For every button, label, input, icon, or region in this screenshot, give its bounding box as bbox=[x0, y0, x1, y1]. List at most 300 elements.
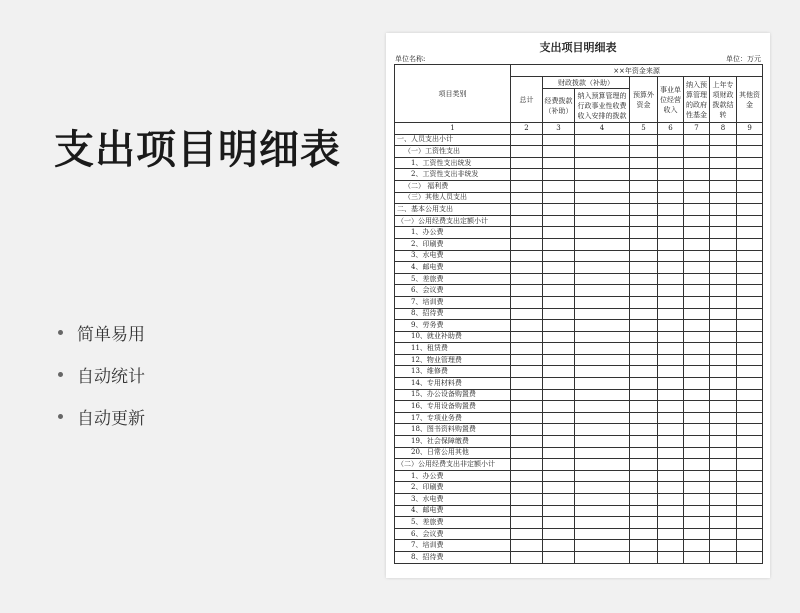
table-row bbox=[395, 262, 763, 274]
unit-name-label: 单位名称: bbox=[395, 55, 426, 63]
table-cell bbox=[630, 412, 658, 424]
header-fiscal-allocation: 财政拨款（补助） bbox=[543, 77, 630, 89]
table-cell bbox=[575, 157, 630, 169]
table-row bbox=[395, 528, 763, 540]
header-category: 项目类别 bbox=[395, 65, 511, 123]
table-cell bbox=[575, 250, 630, 262]
table-cell bbox=[684, 459, 710, 471]
table-cell bbox=[630, 331, 658, 343]
table-cell bbox=[684, 157, 710, 169]
table-cell bbox=[630, 215, 658, 227]
table-cell bbox=[684, 238, 710, 250]
table-cell bbox=[710, 238, 737, 250]
table-cell bbox=[658, 354, 684, 366]
table-cell bbox=[684, 540, 710, 552]
table-cell bbox=[575, 296, 630, 308]
table-row bbox=[395, 204, 763, 216]
table-cell bbox=[737, 320, 763, 332]
row-label: 4、邮电费 bbox=[395, 505, 511, 517]
table-cell bbox=[630, 146, 658, 158]
row-label: 11、租赁费 bbox=[395, 343, 511, 355]
column-number: 3 bbox=[543, 123, 575, 135]
table-cell bbox=[710, 470, 737, 482]
table-cell bbox=[684, 447, 710, 459]
table-cell bbox=[630, 169, 658, 181]
table-cell bbox=[658, 401, 684, 413]
table-cell bbox=[575, 320, 630, 332]
table-cell bbox=[575, 482, 630, 494]
table-cell bbox=[543, 389, 575, 401]
table-cell bbox=[543, 320, 575, 332]
table-cell bbox=[543, 331, 575, 343]
table-cell bbox=[543, 343, 575, 355]
document-title: 支出项目明细表 bbox=[539, 41, 617, 54]
table-cell bbox=[737, 157, 763, 169]
table-cell bbox=[658, 227, 684, 239]
table-cell bbox=[575, 331, 630, 343]
table-cell bbox=[737, 262, 763, 274]
table-cell bbox=[543, 424, 575, 436]
table-cell bbox=[737, 389, 763, 401]
column-number: 9 bbox=[737, 123, 763, 135]
table-cell bbox=[543, 401, 575, 413]
table-row bbox=[395, 296, 763, 308]
feature-item bbox=[58, 353, 145, 395]
table-cell bbox=[658, 331, 684, 343]
table-cell bbox=[630, 250, 658, 262]
table-cell bbox=[630, 436, 658, 448]
table-row bbox=[395, 238, 763, 250]
table-cell bbox=[737, 412, 763, 424]
table-cell bbox=[658, 494, 684, 506]
table-cell bbox=[543, 192, 575, 204]
table-cell bbox=[658, 447, 684, 459]
row-label: 7、培训费 bbox=[395, 540, 511, 552]
table-cell bbox=[511, 551, 543, 563]
table-cell bbox=[575, 204, 630, 216]
table-cell bbox=[575, 343, 630, 355]
table-cell bbox=[575, 192, 630, 204]
table-cell bbox=[658, 250, 684, 262]
table-cell bbox=[658, 528, 684, 540]
table-cell bbox=[658, 320, 684, 332]
table-cell bbox=[511, 157, 543, 169]
spreadsheet-preview bbox=[386, 33, 770, 578]
table-cell bbox=[543, 146, 575, 158]
table-cell bbox=[575, 424, 630, 436]
header-fiscal-funding: 经费拨款（补助） bbox=[543, 89, 575, 123]
table-cell bbox=[511, 401, 543, 413]
table-row bbox=[395, 134, 763, 146]
table-cell bbox=[575, 401, 630, 413]
table-row bbox=[395, 192, 763, 204]
table-cell bbox=[684, 354, 710, 366]
table-cell bbox=[710, 436, 737, 448]
column-number: 5 bbox=[630, 123, 658, 135]
table-cell bbox=[658, 366, 684, 378]
table-cell bbox=[575, 169, 630, 181]
feature-item bbox=[58, 311, 145, 353]
table-row bbox=[395, 320, 763, 332]
table-cell bbox=[737, 366, 763, 378]
table-cell bbox=[511, 447, 543, 459]
table-cell bbox=[511, 494, 543, 506]
row-label: 9、劳务费 bbox=[395, 320, 511, 332]
table-cell bbox=[543, 436, 575, 448]
table-cell bbox=[575, 262, 630, 274]
table-row bbox=[395, 285, 763, 297]
table-cell bbox=[684, 424, 710, 436]
table-cell bbox=[658, 517, 684, 529]
table-cell bbox=[630, 157, 658, 169]
table-cell bbox=[658, 505, 684, 517]
table-cell bbox=[710, 296, 737, 308]
table-cell bbox=[710, 412, 737, 424]
table-cell bbox=[684, 227, 710, 239]
table-row bbox=[395, 343, 763, 355]
table-cell bbox=[543, 540, 575, 552]
row-label: 16、专用设备购置费 bbox=[395, 401, 511, 413]
table-cell bbox=[630, 262, 658, 274]
table-row bbox=[395, 227, 763, 239]
table-cell bbox=[511, 331, 543, 343]
table-cell bbox=[737, 447, 763, 459]
table-cell bbox=[710, 528, 737, 540]
table-cell bbox=[737, 296, 763, 308]
table-row bbox=[395, 412, 763, 424]
table-cell bbox=[684, 551, 710, 563]
table-cell bbox=[630, 424, 658, 436]
table-cell bbox=[511, 146, 543, 158]
table-cell bbox=[737, 470, 763, 482]
table-cell bbox=[737, 424, 763, 436]
table-cell bbox=[575, 238, 630, 250]
table-cell bbox=[575, 494, 630, 506]
table-cell bbox=[658, 273, 684, 285]
table-cell bbox=[658, 157, 684, 169]
table-cell bbox=[684, 146, 710, 158]
table-cell bbox=[575, 308, 630, 320]
table-row bbox=[395, 273, 763, 285]
table-row bbox=[395, 505, 763, 517]
table-cell bbox=[630, 366, 658, 378]
table-cell bbox=[684, 528, 710, 540]
row-label: （一）工资性支出 bbox=[395, 146, 511, 158]
table-row bbox=[395, 459, 763, 471]
table-cell bbox=[658, 551, 684, 563]
column-number: 4 bbox=[575, 123, 630, 135]
table-cell bbox=[543, 505, 575, 517]
table-cell bbox=[658, 308, 684, 320]
page-title: 支出项目明细表 bbox=[54, 127, 341, 173]
table-cell bbox=[511, 320, 543, 332]
table-cell bbox=[737, 354, 763, 366]
table-cell bbox=[543, 227, 575, 239]
table-cell bbox=[710, 401, 737, 413]
row-label: 13、维修费 bbox=[395, 366, 511, 378]
table-cell bbox=[710, 517, 737, 529]
table-cell bbox=[710, 250, 737, 262]
table-cell bbox=[575, 285, 630, 297]
table-cell bbox=[710, 482, 737, 494]
table-cell bbox=[658, 482, 684, 494]
row-label: 19、社会保障缴费 bbox=[395, 436, 511, 448]
table-cell bbox=[630, 285, 658, 297]
table-cell bbox=[630, 540, 658, 552]
header-budget-managed: 纳入预算管理的行政事业性收费收入安排的拨款 bbox=[575, 89, 630, 123]
table-cell bbox=[737, 459, 763, 471]
table-cell bbox=[630, 296, 658, 308]
feature-list bbox=[58, 311, 145, 437]
row-label: 10、就业补助费 bbox=[395, 331, 511, 343]
table-cell bbox=[511, 285, 543, 297]
table-cell bbox=[543, 354, 575, 366]
table-cell bbox=[511, 459, 543, 471]
row-label: 1、工资性支出统发 bbox=[395, 157, 511, 169]
table-cell bbox=[710, 157, 737, 169]
row-label: 6、会议费 bbox=[395, 285, 511, 297]
column-number: 8 bbox=[710, 123, 737, 135]
table-cell bbox=[737, 528, 763, 540]
table-cell bbox=[630, 470, 658, 482]
table-cell bbox=[543, 551, 575, 563]
table-cell bbox=[710, 459, 737, 471]
table-cell bbox=[684, 401, 710, 413]
table-cell bbox=[511, 296, 543, 308]
table-cell bbox=[710, 343, 737, 355]
table-cell bbox=[575, 378, 630, 390]
table-cell bbox=[684, 517, 710, 529]
table-cell bbox=[575, 227, 630, 239]
table-cell bbox=[737, 250, 763, 262]
table-cell bbox=[575, 505, 630, 517]
table-cell bbox=[658, 238, 684, 250]
column-number: 7 bbox=[684, 123, 710, 135]
row-label: （一）公用经费支出定额小计 bbox=[395, 215, 511, 227]
table-cell bbox=[710, 227, 737, 239]
table-cell bbox=[684, 320, 710, 332]
table-row bbox=[395, 517, 763, 529]
header-extra-budget: 预算外资金 bbox=[630, 77, 658, 123]
table-cell bbox=[543, 238, 575, 250]
table-cell bbox=[511, 378, 543, 390]
table-cell bbox=[575, 134, 630, 146]
table-cell bbox=[658, 134, 684, 146]
table-cell bbox=[737, 551, 763, 563]
table-cell bbox=[710, 331, 737, 343]
table-cell bbox=[543, 517, 575, 529]
row-label: 1、办公费 bbox=[395, 227, 511, 239]
header-fund-source: ××年资金来源 bbox=[511, 65, 763, 77]
table-cell bbox=[737, 436, 763, 448]
column-number: 1 bbox=[395, 123, 511, 135]
table-row bbox=[395, 378, 763, 390]
table-cell bbox=[543, 169, 575, 181]
table-cell bbox=[658, 343, 684, 355]
table-cell bbox=[543, 412, 575, 424]
table-cell bbox=[684, 250, 710, 262]
table-cell bbox=[511, 169, 543, 181]
table-cell bbox=[710, 273, 737, 285]
table-cell bbox=[684, 134, 710, 146]
row-label: 3、水电费 bbox=[395, 494, 511, 506]
table-cell bbox=[710, 169, 737, 181]
table-cell bbox=[684, 331, 710, 343]
table-cell bbox=[737, 331, 763, 343]
table-cell bbox=[684, 296, 710, 308]
table-cell bbox=[684, 285, 710, 297]
table-cell bbox=[710, 447, 737, 459]
table-cell bbox=[543, 180, 575, 192]
table-cell bbox=[737, 343, 763, 355]
table-cell bbox=[658, 180, 684, 192]
header-total: 总计 bbox=[511, 77, 543, 123]
table-cell bbox=[630, 354, 658, 366]
table-cell bbox=[710, 204, 737, 216]
table-cell bbox=[737, 227, 763, 239]
table-cell bbox=[511, 505, 543, 517]
table-cell bbox=[658, 285, 684, 297]
table-cell bbox=[575, 146, 630, 158]
table-cell bbox=[575, 273, 630, 285]
table-cell bbox=[575, 447, 630, 459]
row-label: 5、差旅费 bbox=[395, 517, 511, 529]
table-cell bbox=[684, 436, 710, 448]
table-cell bbox=[575, 551, 630, 563]
table-cell bbox=[658, 459, 684, 471]
table-cell bbox=[630, 378, 658, 390]
row-label: 2、印刷费 bbox=[395, 482, 511, 494]
table-cell bbox=[658, 296, 684, 308]
table-row bbox=[395, 436, 763, 448]
table-cell bbox=[684, 262, 710, 274]
table-cell bbox=[684, 273, 710, 285]
table-cell bbox=[630, 401, 658, 413]
table-cell bbox=[511, 528, 543, 540]
table-cell bbox=[511, 192, 543, 204]
table-cell bbox=[658, 192, 684, 204]
table-cell bbox=[684, 470, 710, 482]
table-cell bbox=[630, 505, 658, 517]
table-cell bbox=[630, 517, 658, 529]
table-cell bbox=[658, 389, 684, 401]
table-cell bbox=[710, 540, 737, 552]
table-cell bbox=[710, 378, 737, 390]
row-label: （二） 福利费 bbox=[395, 180, 511, 192]
table-row bbox=[395, 494, 763, 506]
table-row bbox=[395, 401, 763, 413]
bullet-dot-icon bbox=[58, 372, 63, 377]
table-cell bbox=[737, 238, 763, 250]
table-cell bbox=[684, 215, 710, 227]
table-cell bbox=[575, 180, 630, 192]
table-row bbox=[395, 470, 763, 482]
row-label: 15、办公设备购置费 bbox=[395, 389, 511, 401]
table-row bbox=[395, 169, 763, 181]
table-cell bbox=[737, 540, 763, 552]
table-row bbox=[395, 331, 763, 343]
row-label: （三）其他人员支出 bbox=[395, 192, 511, 204]
feature-label: 简单易用 bbox=[77, 324, 145, 345]
table-cell bbox=[575, 540, 630, 552]
table-cell bbox=[737, 517, 763, 529]
table-cell bbox=[543, 308, 575, 320]
table-cell bbox=[684, 494, 710, 506]
table-cell bbox=[710, 285, 737, 297]
table-cell bbox=[658, 146, 684, 158]
table-cell bbox=[511, 470, 543, 482]
table-cell bbox=[511, 180, 543, 192]
table-cell bbox=[658, 436, 684, 448]
table-cell bbox=[630, 227, 658, 239]
table-cell bbox=[684, 204, 710, 216]
table-cell bbox=[630, 551, 658, 563]
table-cell bbox=[511, 389, 543, 401]
table-cell bbox=[543, 528, 575, 540]
row-label: 7、培训费 bbox=[395, 296, 511, 308]
table-cell bbox=[658, 470, 684, 482]
table-cell bbox=[511, 343, 543, 355]
row-label: （二）公用经费支出非定额小计 bbox=[395, 459, 511, 471]
table-cell bbox=[630, 320, 658, 332]
table-cell bbox=[511, 134, 543, 146]
feature-label: 自动统计 bbox=[77, 366, 145, 387]
table-row bbox=[395, 180, 763, 192]
table-cell bbox=[737, 204, 763, 216]
table-cell bbox=[630, 204, 658, 216]
table-cell bbox=[710, 146, 737, 158]
expense-table bbox=[394, 64, 763, 564]
table-cell bbox=[658, 262, 684, 274]
table-cell bbox=[684, 308, 710, 320]
table-cell bbox=[575, 366, 630, 378]
table-cell bbox=[511, 424, 543, 436]
table-row bbox=[395, 157, 763, 169]
table-cell bbox=[684, 343, 710, 355]
table-cell bbox=[543, 366, 575, 378]
table-cell bbox=[511, 412, 543, 424]
table-row bbox=[395, 354, 763, 366]
table-cell bbox=[543, 470, 575, 482]
table-cell bbox=[543, 215, 575, 227]
table-cell bbox=[543, 273, 575, 285]
table-cell bbox=[511, 273, 543, 285]
table-cell bbox=[710, 134, 737, 146]
table-cell bbox=[710, 505, 737, 517]
table-cell bbox=[658, 204, 684, 216]
table-cell bbox=[684, 180, 710, 192]
table-cell bbox=[737, 180, 763, 192]
table-cell bbox=[630, 459, 658, 471]
table-row bbox=[395, 551, 763, 563]
row-label: 8、招待费 bbox=[395, 308, 511, 320]
table-cell bbox=[543, 378, 575, 390]
table-cell bbox=[684, 366, 710, 378]
table-cell bbox=[710, 366, 737, 378]
table-cell bbox=[630, 180, 658, 192]
row-label: 17、专项业务费 bbox=[395, 412, 511, 424]
column-number: 2 bbox=[511, 123, 543, 135]
table-row bbox=[395, 366, 763, 378]
table-cell bbox=[511, 215, 543, 227]
row-label: 20、日常公用其他 bbox=[395, 447, 511, 459]
table-cell bbox=[737, 505, 763, 517]
table-cell bbox=[511, 227, 543, 239]
table-cell bbox=[543, 285, 575, 297]
bullet-dot-icon bbox=[58, 414, 63, 419]
table-cell bbox=[543, 250, 575, 262]
table-cell bbox=[737, 494, 763, 506]
